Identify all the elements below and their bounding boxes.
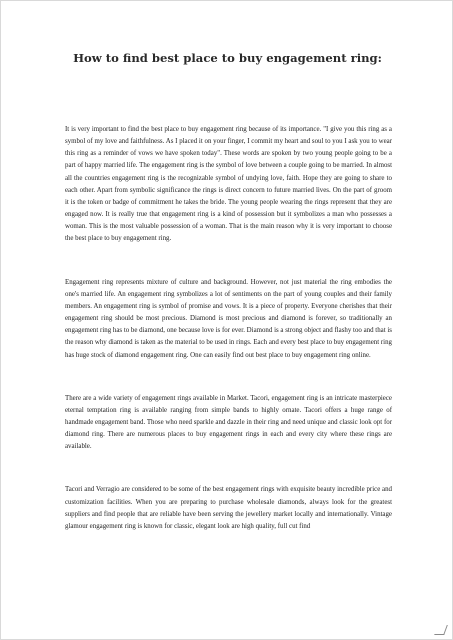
page-curl-icon — [430, 623, 446, 635]
paragraph-3: There are a wide variety of engagement rings available in Market. Tacori, engagement ring is an intricate masterpiece eternal temptation ring is available ranging from simple bands to highly ornate. Tacori offers a huge range of handmade engagement band. Those who need sparkle and dazzle in their ring and need unique and classic look opt for diamond ring. There are numerous places to buy engagement rings in each and every city where these rings are available. — [65, 394, 392, 451]
paragraph-4: Tacori and Verragio are considered to be some of the best engagement rings with exquisite beauty incredible price and customization facilities. When you are preparing to purchase wholesale diamonds, always look for the greatest suppliers and find people that are reliable have been serving the jewellery market locally and internationally. Vintage glamour engagement ring is known for classic, elegant look are high quality, full cut find — [65, 486, 392, 530]
document-title: How to find best place to buy engagement ring: — [73, 51, 382, 65]
document-body — [65, 124, 392, 533]
paragraph-1: It is very important to find the best place to buy engagement ring because of its importance. "I give you this ring as a symbol of my love and faithfulness. As I placed it on your finger, I commit my heart and soul to you I ask you to wear this ring as a reminder of vows we have spoken today". These words are spoken by two young people going to be a part of happy married life. The engagement ring is the symbol of love between a couple going to be married. In almost all the countries engagement ring is the recognizable symbol of undying love, faith. Hope they are going to share to each other. Apart from symbolic significance the rings is direct concern to future married lives. On the part of groom it is the token or badge of commitment he takes the bride. The young people wearing the rings represent that they are engaged now. It is really true that engagement ring is a kind of possession but it symbolizes a man who possesses a woman. This is the most valuable possession of a woman. That is the main reason why it is very important to choose the best place to buy engagement ring. — [65, 126, 392, 243]
paragraph-2: Engagement ring represents mixture of culture and background. However, not just material the ring embodies the one's married life. An engagement ring symbolizes a lot of sentiments on the part of young couples and their family members. An engagement ring is symbol of promise and vows. It is a piece of property. Everyone cherishes that their engagement ring should be most precious. Diamond is most precious and diamond is forever, so traditionally an engagement ring has to be diamond, one because love is for ever. Diamond is a strong object and flashy too and that is the reason why diamond is taken as the material to be used in rings. Each and every best place to buy engagement ring has huge stock of diamond engagement ring. One can easily find out best place to buy engagement ring online. — [65, 278, 392, 359]
